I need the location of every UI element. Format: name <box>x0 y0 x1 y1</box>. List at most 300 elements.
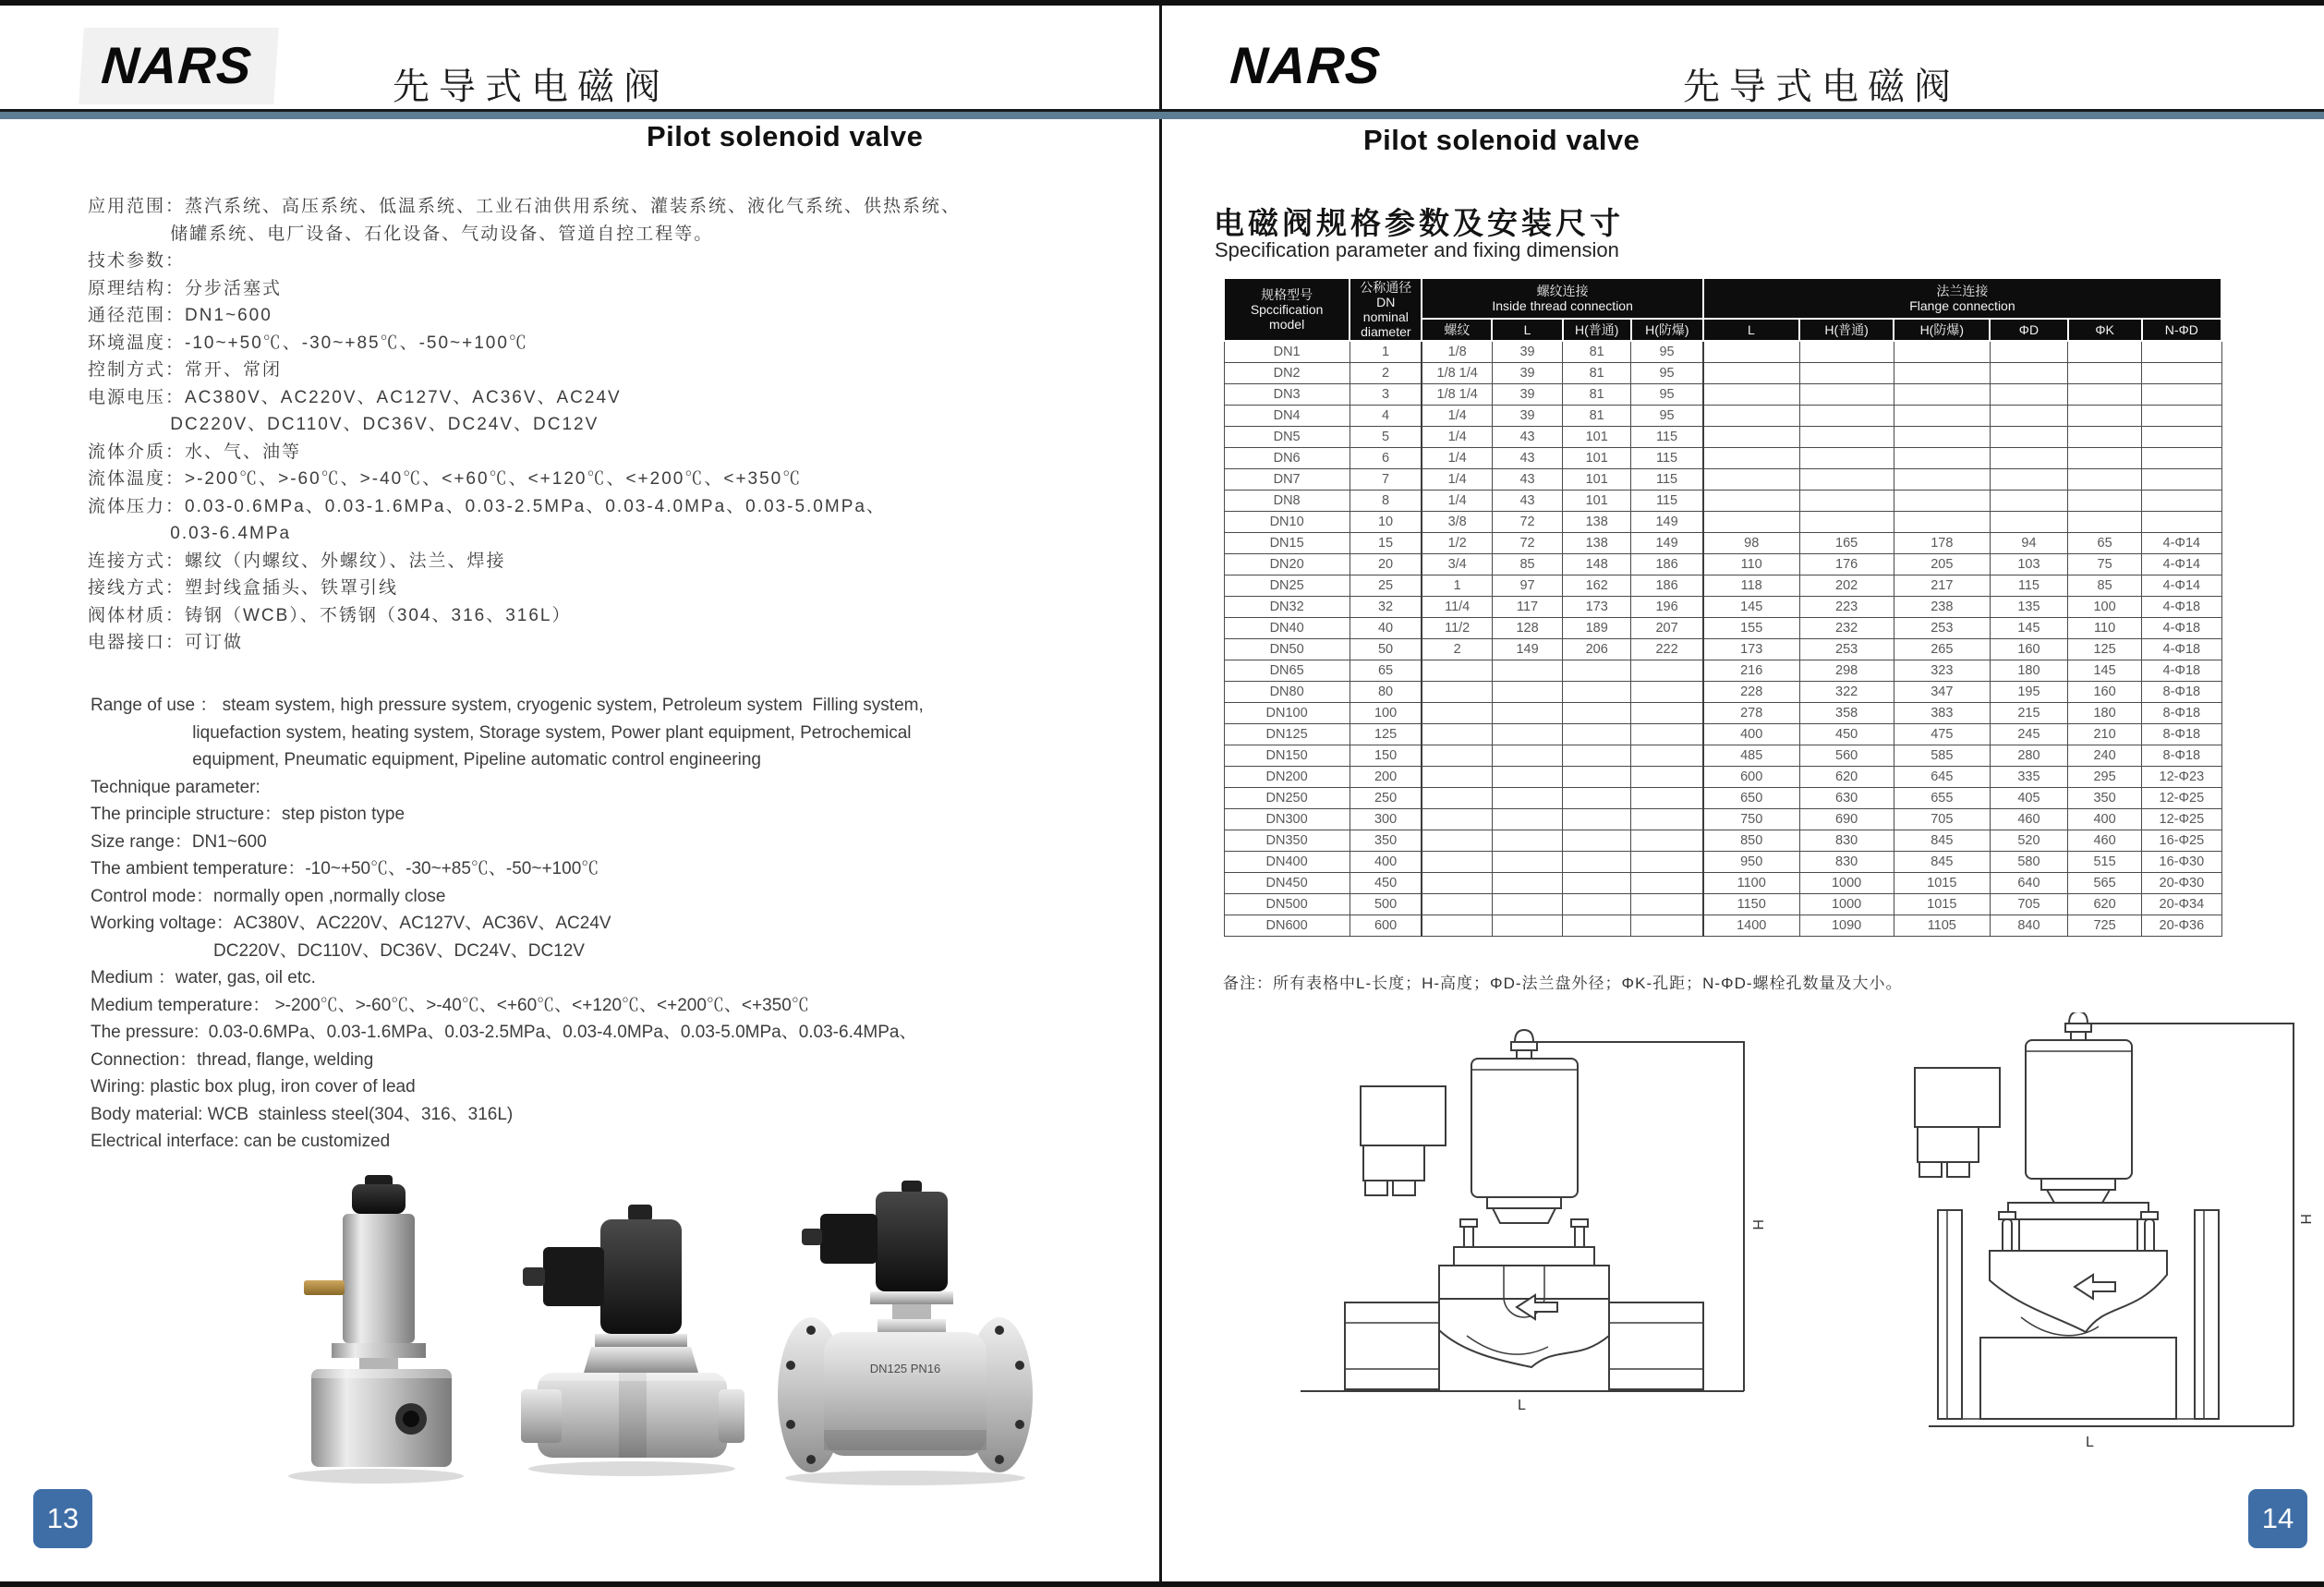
cell-value: 40 <box>1350 618 1422 639</box>
cell-value <box>1799 491 1894 512</box>
cell-value: 4 <box>1350 406 1422 427</box>
cell-value: 450 <box>1350 873 1422 894</box>
table-row <box>1224 788 2221 809</box>
cell-value: 149 <box>1631 512 1703 533</box>
cell-value <box>1703 341 1799 363</box>
cell-value: 15 <box>1350 533 1422 554</box>
cell-value: 3/8 <box>1422 512 1492 533</box>
cell-value: 400 <box>1350 852 1422 873</box>
cell-value <box>2068 491 2142 512</box>
brand-logo: NARS <box>79 28 278 104</box>
cell-value: 81 <box>1563 363 1631 384</box>
cell-value: 195 <box>1990 682 2067 703</box>
cell-value: 50 <box>1350 639 1422 660</box>
cell-value: 1/4 <box>1422 427 1492 448</box>
cell-value <box>1799 427 1894 448</box>
cell-value <box>1492 915 1562 937</box>
cell-value <box>1492 830 1562 852</box>
page-subtitle-en: Pilot solenoid valve <box>647 120 924 152</box>
spec-cn-line: 应用范围：蒸汽系统、高压系统、低温系统、工业石油供用系统、灌装系统、液化气系统、供热系统、 <box>88 197 962 216</box>
cell-value <box>1563 660 1631 682</box>
brand-logo: NARS <box>1228 36 1383 94</box>
col-header: N-ΦD <box>2142 319 2221 341</box>
cell-value: 1/4 <box>1422 491 1492 512</box>
cell-value: 155 <box>1703 618 1799 639</box>
table-row <box>1224 830 2221 852</box>
cell-value <box>1422 894 1492 915</box>
cell-value: 228 <box>1703 682 1799 703</box>
cell-model: DN1 <box>1224 341 1350 363</box>
col-header-model: 规格型号 Spccification model <box>1224 278 1350 341</box>
col-group-thread: 螺纹连接 Inside thread connection <box>1422 278 1703 319</box>
cell-value: 4-Φ18 <box>2142 597 2221 618</box>
col-header: L <box>1703 319 1799 341</box>
cell-value <box>2068 363 2142 384</box>
cell-value: 640 <box>1990 873 2067 894</box>
cell-value: 207 <box>1631 618 1703 639</box>
table-row <box>1224 406 2221 427</box>
spec-cn-line: 连接方式：螺纹（内螺纹、外螺纹）、法兰、焊接 <box>88 551 506 571</box>
cell-value: 725 <box>2068 915 2142 937</box>
table-row <box>1224 894 2221 915</box>
cell-value <box>1631 788 1703 809</box>
cell-value: 101 <box>1563 491 1631 512</box>
cell-value: 85 <box>2068 575 2142 597</box>
cell-value <box>1990 448 2067 469</box>
cell-value: 115 <box>1990 575 2067 597</box>
cell-value: 323 <box>1894 660 1990 682</box>
cell-value: 580 <box>1990 852 2067 873</box>
cell-value <box>1631 894 1703 915</box>
cell-value: 620 <box>2068 894 2142 915</box>
cell-value: 475 <box>1894 724 1990 745</box>
cell-value <box>1990 491 2067 512</box>
table-row <box>1224 427 2221 448</box>
cell-value: 1 <box>1422 575 1492 597</box>
cell-value <box>1703 512 1799 533</box>
cell-value: 298 <box>1799 660 1894 682</box>
cell-value: 138 <box>1563 533 1631 554</box>
spec-cn-line: 阀体材质：铸钢（WCB）、不锈钢（304、316、316L） <box>88 605 572 625</box>
cell-value <box>1492 767 1562 788</box>
cell-value <box>1492 788 1562 809</box>
spec-block-chinese <box>88 193 1122 657</box>
col-group-flange: 法兰连接 Flange connection <box>1703 278 2221 319</box>
page-title-cn: 先导式电磁阀 <box>1683 67 1960 107</box>
cell-value: 11/4 <box>1422 597 1492 618</box>
cell-value <box>1799 341 1894 363</box>
cell-value: 95 <box>1631 363 1703 384</box>
spec-en-line: Medium ：water, gas, oil etc. <box>91 968 316 987</box>
cell-value: 180 <box>1990 660 2067 682</box>
cell-value: 830 <box>1799 830 1894 852</box>
cell-value <box>1422 873 1492 894</box>
cell-value <box>2142 427 2221 448</box>
cell-value: 103 <box>1990 554 2067 575</box>
cell-value: 655 <box>1894 788 1990 809</box>
cell-model: DN7 <box>1224 469 1350 491</box>
cell-value: 705 <box>1990 894 2067 915</box>
cell-value: 1/4 <box>1422 469 1492 491</box>
cell-model: DN15 <box>1224 533 1350 554</box>
spec-en-line: Size range：DN1~600 <box>91 831 267 852</box>
cell-model: DN150 <box>1224 745 1350 767</box>
table-row <box>1224 491 2221 512</box>
cell-value <box>1563 788 1631 809</box>
cell-value <box>1703 469 1799 491</box>
cell-value: 180 <box>2068 703 2142 724</box>
cell-value: 173 <box>1703 639 1799 660</box>
cell-value: 500 <box>1350 894 1422 915</box>
cell-value: 405 <box>1990 788 2067 809</box>
spec-en-line: Connection：thread, flange, welding <box>91 1049 374 1070</box>
cell-value <box>1563 830 1631 852</box>
spec-en-line: DC220V、DC110V、DC36V、DC24V、DC12V <box>213 940 585 961</box>
cell-value: 95 <box>1631 384 1703 406</box>
cell-value: 149 <box>1492 639 1562 660</box>
spec-cn-line: 环境温度：-10~+50℃、-30~+85℃、-50~+100℃ <box>88 333 528 353</box>
cell-value: 12-Φ25 <box>2142 788 2221 809</box>
cell-value <box>2142 341 2221 363</box>
cell-value: 645 <box>1894 767 1990 788</box>
cell-value: 1000 <box>1799 894 1894 915</box>
cell-model: DN2 <box>1224 363 1350 384</box>
col-header: ΦD <box>1990 319 2067 341</box>
cell-value: 1015 <box>1894 894 1990 915</box>
cell-value: 101 <box>1563 448 1631 469</box>
cell-value <box>1894 448 1990 469</box>
col-header: H(防爆) <box>1894 319 1990 341</box>
cell-value <box>2068 406 2142 427</box>
cell-model: DN32 <box>1224 597 1350 618</box>
cell-value <box>1799 469 1894 491</box>
cell-value <box>1990 363 2067 384</box>
cell-value: 4-Φ18 <box>2142 660 2221 682</box>
spec-en-line: Range of use ： steam system, high pressure system, cryogenic system, Petroleum system Filling system, <box>91 696 924 715</box>
cell-value: 223 <box>1799 597 1894 618</box>
table-row <box>1224 363 2221 384</box>
cell-value: 16-Φ25 <box>2142 830 2221 852</box>
cell-value: 2 <box>1422 639 1492 660</box>
dim-label-l: L <box>2086 1435 2094 1450</box>
cell-value: 1 <box>1350 341 1422 363</box>
table-row <box>1224 873 2221 894</box>
cell-value <box>2068 512 2142 533</box>
cell-value: 39 <box>1492 341 1562 363</box>
spec-cn-line: 接线方式：塑封线盒插头、铁罩引线 <box>88 578 399 598</box>
cell-value <box>1631 852 1703 873</box>
spec-cn-line: 电器接口：可订做 <box>88 633 244 652</box>
cell-value: 150 <box>1350 745 1422 767</box>
cell-value <box>1631 767 1703 788</box>
cell-value <box>1631 873 1703 894</box>
cell-value <box>2142 512 2221 533</box>
cell-value <box>1422 767 1492 788</box>
cell-value: 460 <box>2068 830 2142 852</box>
cell-value: 845 <box>1894 830 1990 852</box>
dimension-diagram-threaded <box>1282 1029 1781 1426</box>
table-row <box>1224 533 2221 554</box>
cell-value: 173 <box>1563 597 1631 618</box>
cell-value: 149 <box>1631 533 1703 554</box>
cell-value <box>2142 363 2221 384</box>
cell-value <box>2142 406 2221 427</box>
cell-value: 565 <box>2068 873 2142 894</box>
cell-value <box>1422 682 1492 703</box>
cell-value <box>1492 873 1562 894</box>
cell-value: 100 <box>2068 597 2142 618</box>
cell-model: DN4 <box>1224 406 1350 427</box>
cell-value: 110 <box>2068 618 2142 639</box>
cell-model: DN6 <box>1224 448 1350 469</box>
cell-value <box>1563 894 1631 915</box>
cell-value: 630 <box>1799 788 1894 809</box>
cell-value: 8 <box>1350 491 1422 512</box>
cell-value <box>1894 491 1990 512</box>
cell-value: 7 <box>1350 469 1422 491</box>
spec-en-line: Technique parameter: <box>91 777 260 797</box>
section-title-cn: 电磁阀规格参数及安装尺寸 <box>1214 206 1624 240</box>
cell-value: 280 <box>1990 745 2067 767</box>
cell-model: DN65 <box>1224 660 1350 682</box>
cell-value: 128 <box>1492 618 1562 639</box>
cell-value: 238 <box>1894 597 1990 618</box>
cell-value <box>1422 852 1492 873</box>
cell-value: 950 <box>1703 852 1799 873</box>
cell-value: 8-Φ18 <box>2142 724 2221 745</box>
cell-value <box>1799 512 1894 533</box>
cell-model: DN3 <box>1224 384 1350 406</box>
cell-value: 450 <box>1799 724 1894 745</box>
cell-value: 216 <box>1703 660 1799 682</box>
cell-value: 12-Φ23 <box>2142 767 2221 788</box>
cell-model: DN200 <box>1224 767 1350 788</box>
cell-model: DN5 <box>1224 427 1350 448</box>
cell-value: 485 <box>1703 745 1799 767</box>
cell-value <box>1422 788 1492 809</box>
cell-model: DN350 <box>1224 830 1350 852</box>
table-row <box>1224 512 2221 533</box>
spec-en-line: Working voltage：AC380V、AC220V、AC127V、AC36V、AC24V <box>91 914 611 933</box>
cell-value: 94 <box>1990 533 2067 554</box>
table-body <box>1224 341 2221 937</box>
spec-cn-line: 0.03-6.4MPa <box>170 524 292 543</box>
cell-value: 186 <box>1631 575 1703 597</box>
cell-value: 620 <box>1799 767 1894 788</box>
cell-value <box>1563 767 1631 788</box>
cell-value: 1000 <box>1799 873 1894 894</box>
cell-value: 95 <box>1631 341 1703 363</box>
header-divider-rule <box>0 109 2324 119</box>
cell-value: 65 <box>1350 660 1422 682</box>
cell-value: 115 <box>1631 427 1703 448</box>
cell-value: 2 <box>1350 363 1422 384</box>
cell-model: DN50 <box>1224 639 1350 660</box>
cell-value <box>1422 915 1492 937</box>
table-row <box>1224 469 2221 491</box>
table-row <box>1224 809 2221 830</box>
cell-value: 200 <box>1350 767 1422 788</box>
cell-value <box>1990 341 2067 363</box>
cell-value <box>1894 341 1990 363</box>
spec-cn-line: 流体介质：水、气、油等 <box>88 442 302 462</box>
cell-value: 265 <box>1894 639 1990 660</box>
cell-value: 11/2 <box>1422 618 1492 639</box>
cell-value: 189 <box>1563 618 1631 639</box>
table-row <box>1224 852 2221 873</box>
cell-value <box>1631 724 1703 745</box>
cell-value: 840 <box>1990 915 2067 937</box>
cell-value <box>1563 873 1631 894</box>
cell-value <box>1799 406 1894 427</box>
cell-value <box>2068 384 2142 406</box>
cell-value: 253 <box>1799 639 1894 660</box>
page-13 <box>0 6 1162 1581</box>
cell-value: 138 <box>1563 512 1631 533</box>
page-number: 13 <box>33 1489 92 1548</box>
col-header: H(普通) <box>1799 319 1894 341</box>
cell-value <box>1563 809 1631 830</box>
spec-en-line: The ambient temperature：-10~+50℃、-30~+85℃、-50~+100℃ <box>91 859 599 878</box>
cell-value: 400 <box>2068 809 2142 830</box>
cell-model: DN40 <box>1224 618 1350 639</box>
cell-value: 460 <box>1990 809 2067 830</box>
cell-value: 20-Φ36 <box>2142 915 2221 937</box>
table-row <box>1224 597 2221 618</box>
cell-value <box>1422 809 1492 830</box>
col-header: H(防爆) <box>1631 319 1703 341</box>
spec-cn-line: DC220V、DC110V、DC36V、DC24V、DC12V <box>170 415 599 434</box>
dim-label-h: H <box>1749 1219 1765 1230</box>
cell-value <box>1703 427 1799 448</box>
cell-value: 101 <box>1563 469 1631 491</box>
cell-value: 81 <box>1563 341 1631 363</box>
cell-value: 39 <box>1492 406 1562 427</box>
cell-value: 295 <box>2068 767 2142 788</box>
spec-cn-line: 技术参数： <box>88 251 186 271</box>
cell-value: 4-Φ18 <box>2142 618 2221 639</box>
cell-value <box>1990 512 2067 533</box>
cell-value: 383 <box>1894 703 1990 724</box>
cell-value: 1090 <box>1799 915 1894 937</box>
cell-value: 520 <box>1990 830 2067 852</box>
cell-value: 165 <box>1799 533 1894 554</box>
cell-value: 600 <box>1703 767 1799 788</box>
spec-en-line: The pressure: 0.03-0.6MPa、0.03-1.6MPa、0.03-2.5MPa、0.03-4.0MPa、0.03-5.0MPa、0.03-6.4MPa、 <box>91 1023 917 1042</box>
cell-value: 72 <box>1492 512 1562 533</box>
cell-value <box>1799 448 1894 469</box>
cell-value: 80 <box>1350 682 1422 703</box>
cell-value: 515 <box>2068 852 2142 873</box>
cell-value <box>2142 491 2221 512</box>
cell-value: 118 <box>1703 575 1799 597</box>
table-row <box>1224 767 2221 788</box>
cell-value <box>1492 703 1562 724</box>
cell-value: 43 <box>1492 491 1562 512</box>
cell-value <box>1703 491 1799 512</box>
cell-value: 245 <box>1990 724 2067 745</box>
cell-value: 705 <box>1894 809 1990 830</box>
cell-value <box>1492 724 1562 745</box>
cell-value <box>1990 469 2067 491</box>
cell-model: DN600 <box>1224 915 1350 937</box>
dim-label-l: L <box>1518 1398 1526 1413</box>
cell-value <box>2068 427 2142 448</box>
cell-value: 253 <box>1894 618 1990 639</box>
cell-value <box>1563 682 1631 703</box>
cell-value: 202 <box>1799 575 1894 597</box>
table-row <box>1224 915 2221 937</box>
cell-value <box>1631 703 1703 724</box>
cell-value: 81 <box>1563 384 1631 406</box>
spec-cn-line: 通径范围：DN1~600 <box>88 306 272 325</box>
cell-value: 217 <box>1894 575 1990 597</box>
page-number: 14 <box>2248 1489 2307 1548</box>
cell-model: DN450 <box>1224 873 1350 894</box>
cell-value <box>1492 745 1562 767</box>
spec-cn-line: 流体压力：0.03-0.6MPa、0.03-1.6MPa、0.03-2.5MPa、0.03-4.0MPa、0.03-5.0MPa、 <box>88 496 886 516</box>
cell-model: DN25 <box>1224 575 1350 597</box>
cell-value: 12-Φ25 <box>2142 809 2221 830</box>
cell-value: 350 <box>1350 830 1422 852</box>
cell-value <box>1563 703 1631 724</box>
cell-value: 210 <box>2068 724 2142 745</box>
table-row <box>1224 639 2221 660</box>
cell-model: DN400 <box>1224 852 1350 873</box>
cell-value: 8-Φ18 <box>2142 703 2221 724</box>
cell-value: 20-Φ34 <box>2142 894 2221 915</box>
cell-value: 4-Φ18 <box>2142 639 2221 660</box>
cell-value: 148 <box>1563 554 1631 575</box>
cell-value: 1/4 <box>1422 448 1492 469</box>
specification-table <box>1223 277 2222 937</box>
page-14 <box>1162 6 2324 1581</box>
cell-value <box>1492 682 1562 703</box>
cell-value <box>1703 406 1799 427</box>
cell-value: 4-Φ14 <box>2142 533 2221 554</box>
cell-value: 335 <box>1990 767 2067 788</box>
product-photo-threaded-mini-valve <box>272 1171 476 1485</box>
cell-value: 125 <box>2068 639 2142 660</box>
cell-value: 97 <box>1492 575 1562 597</box>
dimension-diagram-flanged <box>1809 1012 2324 1456</box>
cell-value: 585 <box>1894 745 1990 767</box>
spec-cn-line: 原理结构：分步活塞式 <box>88 278 283 298</box>
cell-value: 1/8 <box>1422 341 1492 363</box>
cell-value: 115 <box>1631 469 1703 491</box>
cell-value <box>1422 703 1492 724</box>
col-header: ΦK <box>2068 319 2142 341</box>
cell-value <box>1492 852 1562 873</box>
cell-value <box>1894 427 1990 448</box>
cell-model: DN8 <box>1224 491 1350 512</box>
cell-value: 75 <box>2068 554 2142 575</box>
cell-value: 160 <box>2068 682 2142 703</box>
cell-value: 178 <box>1894 533 1990 554</box>
cell-value: 85 <box>1492 554 1562 575</box>
cell-model: DN250 <box>1224 788 1350 809</box>
cell-model: DN80 <box>1224 682 1350 703</box>
table-row <box>1224 384 2221 406</box>
cell-model: DN125 <box>1224 724 1350 745</box>
cell-value <box>2142 448 2221 469</box>
cell-value: 8-Φ18 <box>2142 682 2221 703</box>
cell-value <box>1492 894 1562 915</box>
cell-value: 196 <box>1631 597 1703 618</box>
spec-block-english <box>91 692 1144 1156</box>
cell-value <box>1631 660 1703 682</box>
cell-value: 115 <box>1631 448 1703 469</box>
